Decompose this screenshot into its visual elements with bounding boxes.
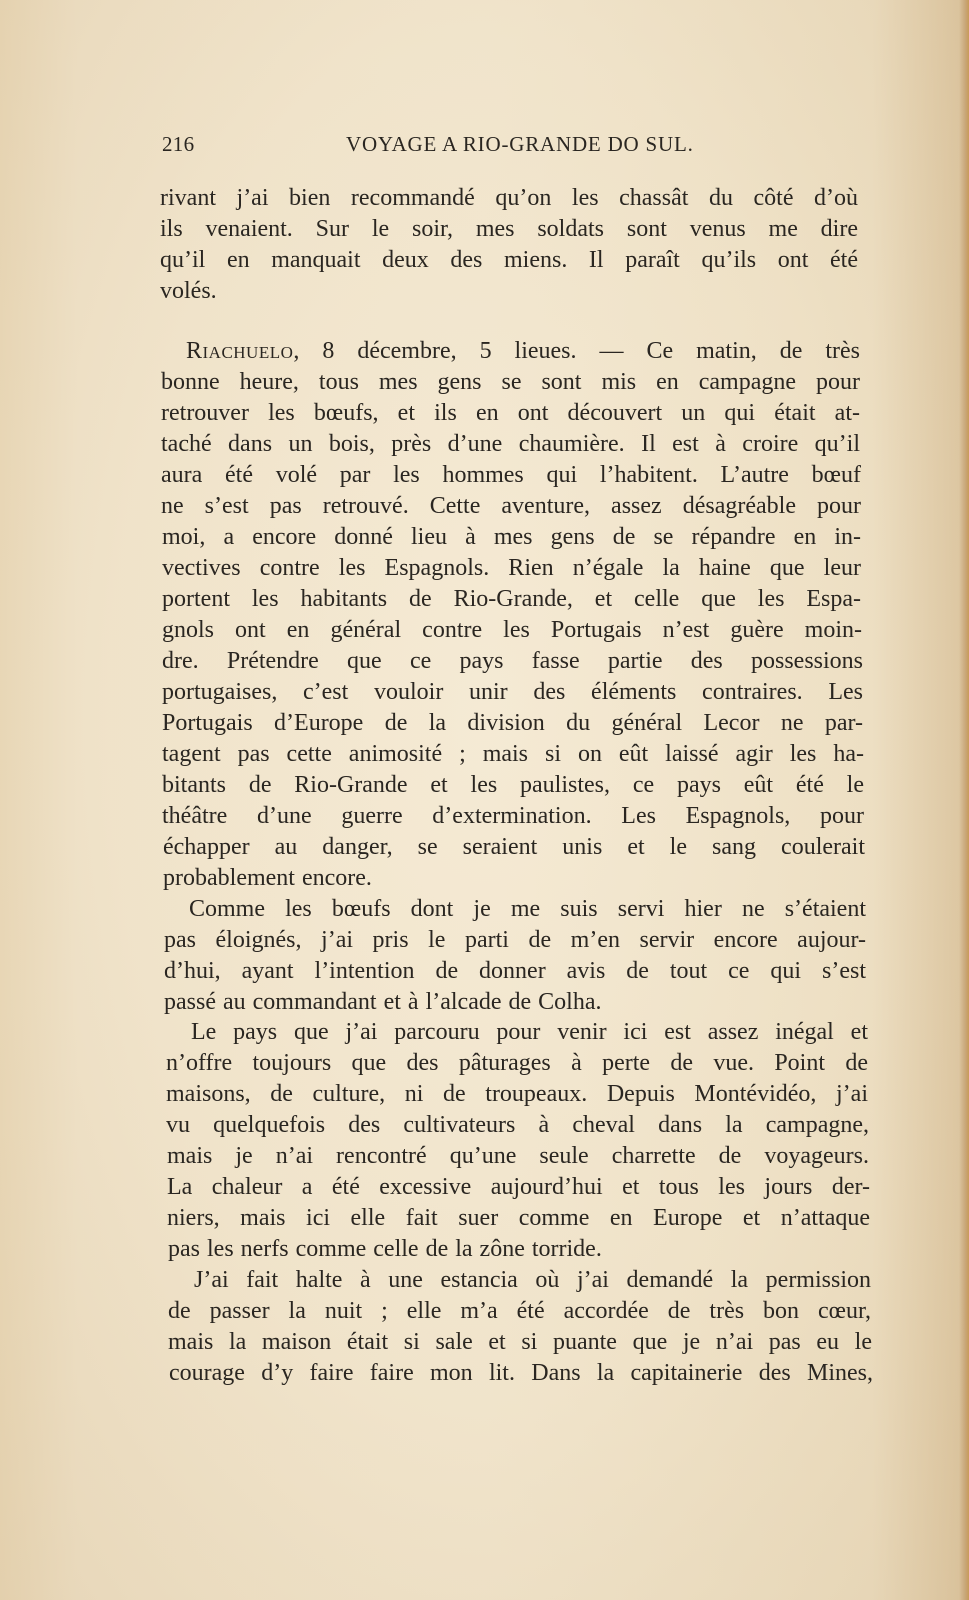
entry-first-line <box>186 336 860 366</box>
text-line: vectives contre les Espagnols. Rien n’égale la haine que leur <box>162 555 861 581</box>
text-line: bonne heure, tous mes gens se sont mis en campagne pour <box>161 369 860 395</box>
text-line: courage d’y faire faire mon lit. Dans la capitainerie des Mines, <box>169 1360 873 1386</box>
page-edge-shadow <box>959 0 969 1600</box>
text-line: taché dans un bois, près d’une chaumière. Il est à croire qu’il <box>161 431 860 457</box>
running-title: VOYAGE A RIO-GRANDE DO SUL. <box>346 132 694 156</box>
text-line: tagent pas cette animosité ; mais si on eût laissé agir les ha- <box>162 741 864 767</box>
text-line: rivant j’ai bien recommandé qu’on les chassât du côté d’où <box>160 185 858 211</box>
text-line: portugaises, c’est vouloir unir des éléments contraires. Les <box>162 679 863 705</box>
text-line: niers, mais ici elle fait suer comme en Europe et n’attaque <box>167 1205 870 1231</box>
text-line: Comme les bœufs dont je me suis servi hier ne s’étaient <box>189 896 866 922</box>
text-line: vu quelquefois des cultivateurs à cheval dans la campagne, <box>166 1112 869 1138</box>
text-line: moi, a encore donné lieu à mes gens de se répandre en in- <box>162 524 861 550</box>
text-line: J’ai fait halte à une estancia où j’ai demandé la permission <box>194 1267 871 1293</box>
text-line: mais je n’ai rencontré qu’une seule charrette de voyageurs. <box>167 1143 869 1169</box>
text-line: bitants de Rio-Grande et les paulistes, ce pays eût été le <box>162 772 864 798</box>
text-line: pas éloignés, j’ai pris le parti de m’en servir encore aujour- <box>164 927 866 953</box>
text-line: théâtre d’une guerre d’extermination. Les Espagnols, pour <box>162 803 864 829</box>
text-line: mais la maison était si sale et si puante que je n’ai pas eu le <box>168 1329 872 1355</box>
text-line: passé au commandant et à l’alcade de Colha. <box>164 989 602 1015</box>
page-header <box>162 132 872 164</box>
text-line: probablement encore. <box>163 865 372 891</box>
text-line: Le pays que j’ai parcouru pour venir ici est assez inégal et <box>191 1019 868 1045</box>
text-line: La chaleur a été excessive aujourd’hui et tous les jours der- <box>167 1174 870 1200</box>
entry-place: Riachuelo <box>186 338 294 364</box>
text-line: ne s’est pas retrouvé. Cette aventure, assez désagréable pour <box>161 493 861 519</box>
text-line: aura été volé par les hommes qui l’habitent. L’autre bœuf <box>161 462 861 488</box>
text-line: maisons, de culture, ni de troupeaux. Depuis Montévidéo, j’ai <box>166 1081 868 1107</box>
text-line: ils venaient. Sur le soir, mes soldats sont venus me dire <box>160 216 858 242</box>
page-number: 216 <box>162 132 195 156</box>
text-line: dre. Prétendre que ce pays fasse partie des possessions <box>162 648 863 674</box>
text-line: portent les habitants de Rio-Grande, et celle que les Espa- <box>162 586 861 612</box>
text-line: échapper au danger, se seraient unis et le sang coulerait <box>163 834 865 860</box>
text-line: volés. <box>160 278 217 304</box>
entry-heading-rest: , 8 décembre, 5 lieues. — Ce matin, de très <box>293 338 860 364</box>
text-line: qu’il en manquait deux des miens. Il paraît qu’ils ont été <box>160 247 858 273</box>
text-line: retrouver les bœufs, et ils en ont découvert un qui était at- <box>161 400 860 426</box>
text-line: pas les nerfs comme celle de la zône torride. <box>168 1236 602 1262</box>
text-line: n’offre toujours que des pâturages à perte de vue. Point de <box>166 1050 868 1076</box>
text-line: d’hui, ayant l’intention de donner avis de tout ce qui s’est <box>164 958 866 984</box>
text-line: gnols ont en général contre les Portugais n’est guère moin- <box>162 617 862 643</box>
text-line: de passer la nuit ; elle m’a été accordée de très bon cœur, <box>168 1298 871 1324</box>
text-line: Portugais d’Europe de la division du général Lecor ne par- <box>162 710 863 736</box>
